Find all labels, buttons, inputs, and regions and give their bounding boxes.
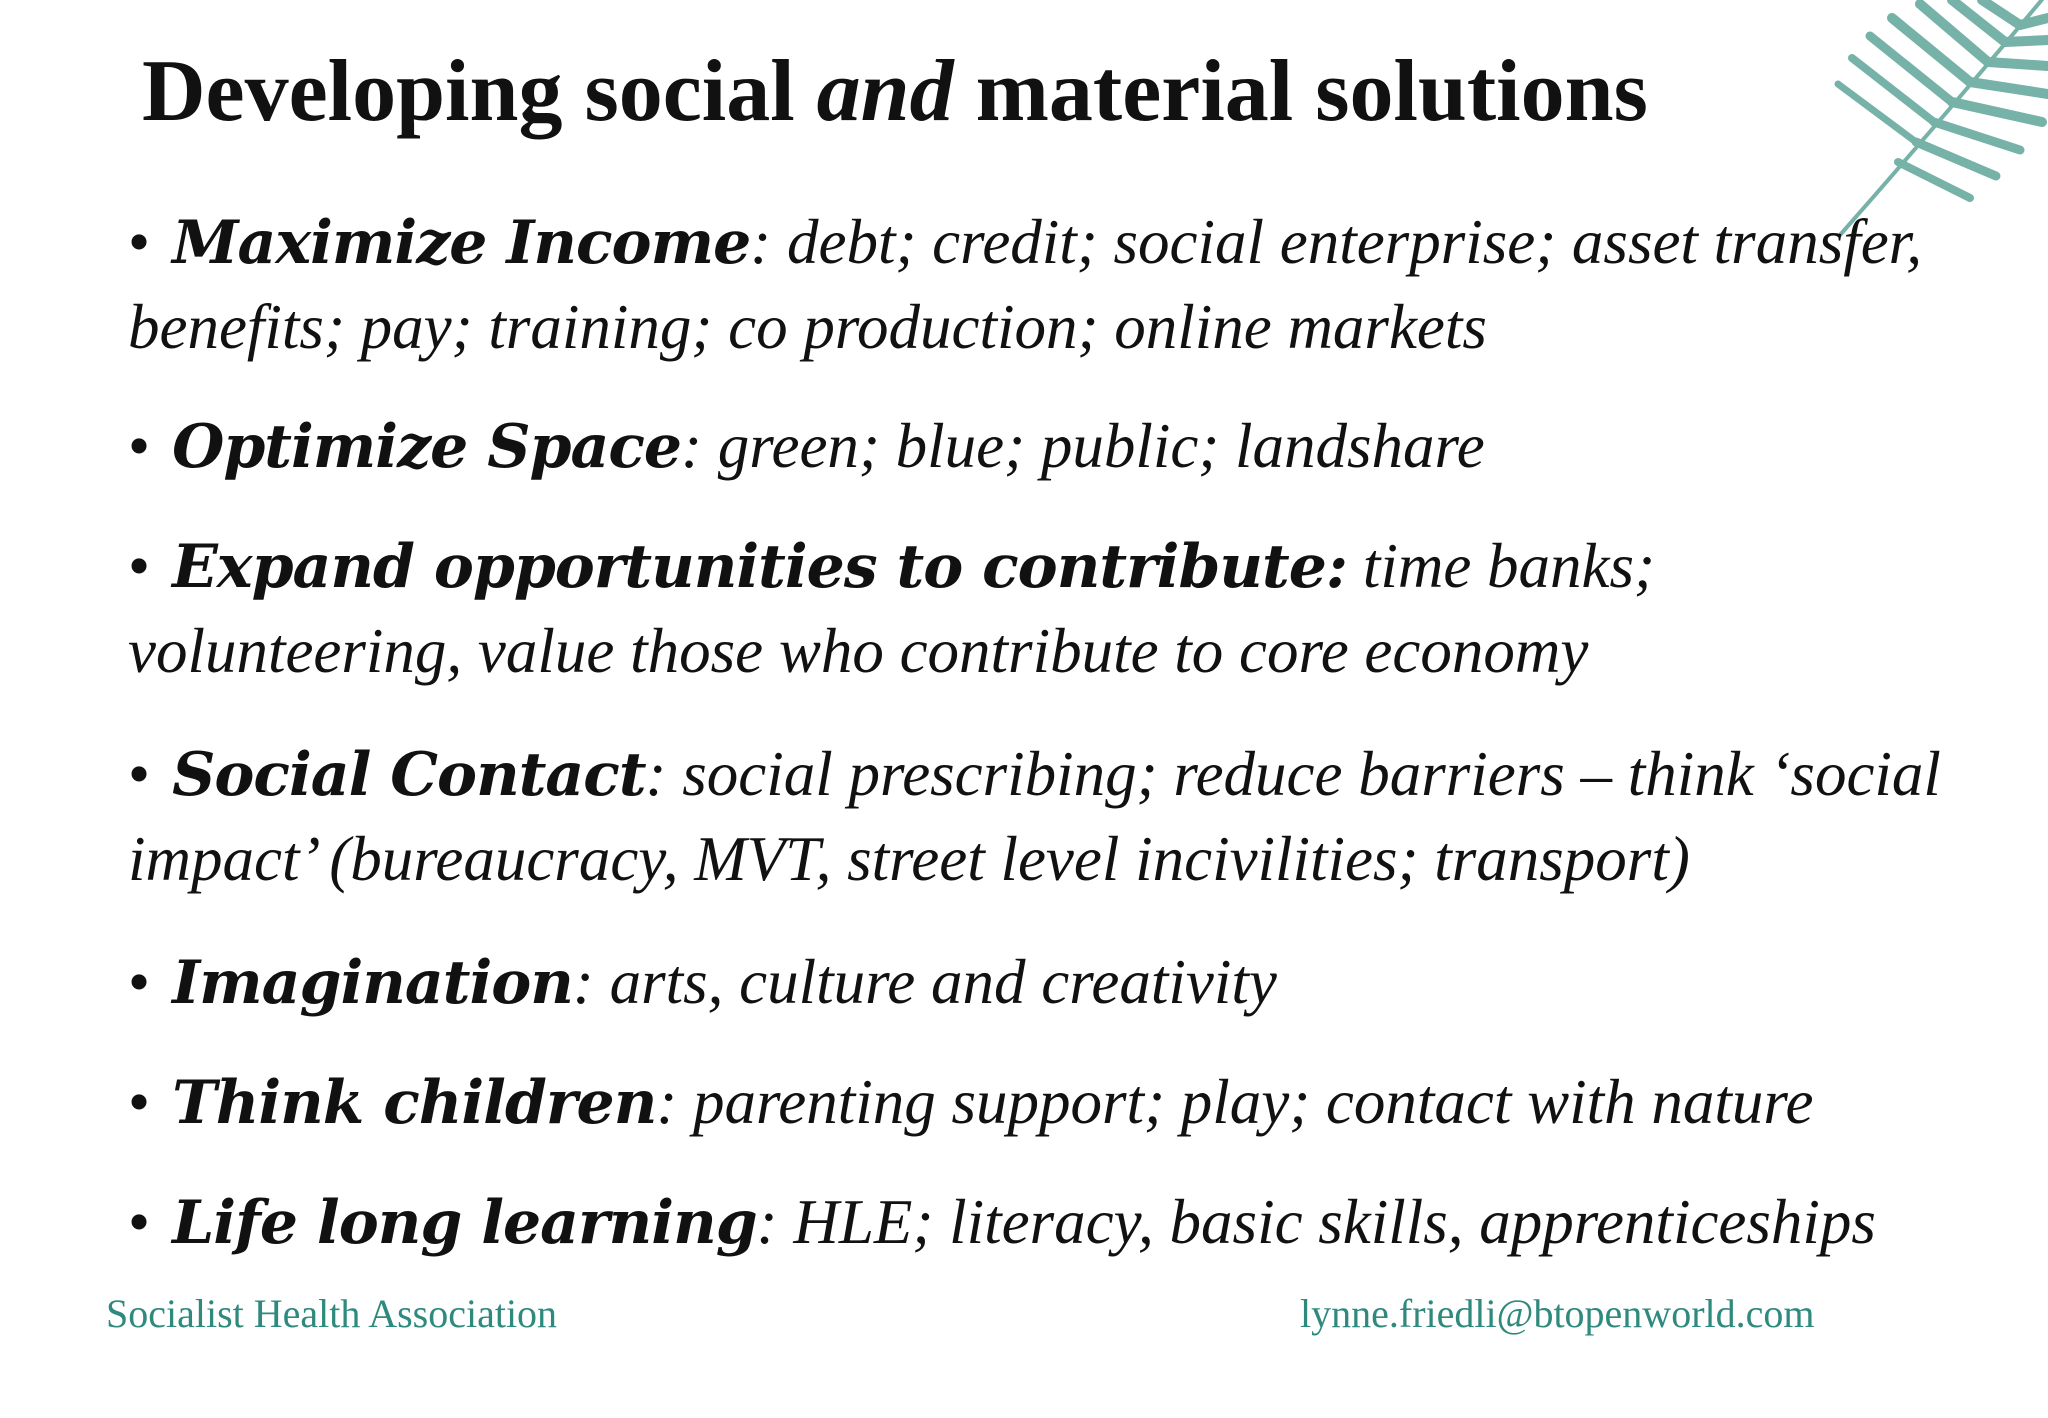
title-part2: material solutions [953,43,1648,140]
footer-organization: Socialist Health Association [106,1291,558,1336]
title-emphasis: and [816,43,954,140]
bullet-text: : parenting support; play; contact with nature [656,1067,1814,1137]
bullet-text: : debt; credit; social enterprise; asset transfer, benefits; pay; training; co production; online markets [128,207,1922,362]
bullet-heading: Social Contact [172,740,646,810]
bullet-item [128,200,1958,369]
bullet-text: : green; blue; public; landshare [681,411,1485,481]
bullet-heading: Optimize Space [172,412,682,482]
footer-email: lynne.friedli@btopenworld.com [1300,1291,1815,1336]
bullet-dot-icon: • [128,1187,151,1257]
bullet-text: : social prescribing; reduce barriers – think ‘social impact’ (bureaucracy, MVT, street level incivilities; transport) [128,739,1941,894]
bullet-heading: Think children [172,1068,657,1138]
bullet-dot-icon: • [128,411,151,481]
bullet-heading: Expand opportunities to contribute: [172,532,1348,602]
bullet-text: : arts, culture and creativity [572,947,1277,1017]
bullet-dot-icon: • [128,1067,151,1137]
bullet-dot-icon: • [128,531,151,601]
bullet-item [128,1060,1958,1145]
bullet-item [128,940,1958,1025]
bullet-dot-icon: • [128,207,151,277]
bullet-dot-icon: • [128,947,151,1017]
bullet-heading: Imagination [172,948,573,1018]
bullet-item [128,1180,1958,1265]
bullet-item [128,404,1958,489]
bullet-text: : HLE; literacy, basic skills, apprenticeships [756,1187,1876,1257]
title-part1: Developing social [142,43,817,140]
bullet-heading: Maximize Income [172,208,751,278]
bullet-heading: Life long learning [172,1188,757,1258]
bullet-item [128,524,1958,693]
bullet-dot-icon: • [128,739,151,809]
bullet-text: time banks; volunteering, value those who contribute to core economy [128,531,1655,686]
bullet-item [128,732,1958,901]
